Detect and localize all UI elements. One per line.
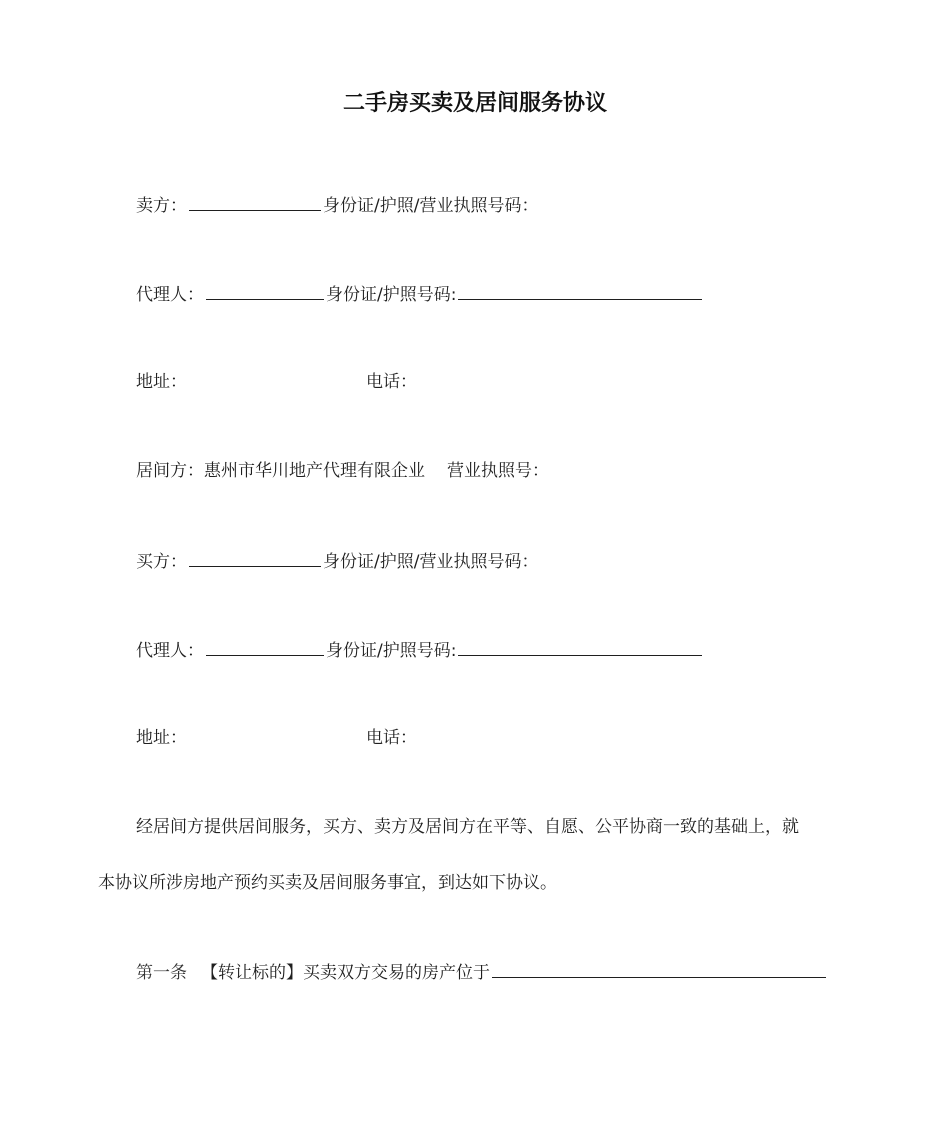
document-title: 二手房买卖及居间服务协议	[342, 91, 607, 116]
buyer-address-label: 地址：	[136, 728, 187, 748]
article-1-text: 【转让标的】买卖双方交易的房产位于	[201, 963, 490, 983]
seller-contact-line	[136, 371, 736, 393]
seller-agent-line	[136, 282, 704, 306]
intermediary-line	[136, 460, 549, 482]
seller-agent-name-blank[interactable]	[206, 282, 324, 300]
seller-agent-label: 代理人：	[136, 285, 204, 305]
intro-paragraph-line1: 经居间方提供居间服务，买方、卖方及居间方在平等、自愿、公平协商一致的基础上，就	[136, 817, 799, 837]
buyer-agent-label: 代理人：	[136, 641, 204, 661]
seller-address-label: 地址：	[136, 372, 187, 392]
buyer-label: 买方：	[136, 552, 187, 572]
article-1	[136, 960, 828, 984]
seller-phone-label: 电话：	[366, 372, 417, 392]
buyer-phone-label: 电话：	[366, 728, 417, 748]
property-location-blank[interactable]	[492, 960, 826, 978]
buyer-id-label: 身份证/护照/营业执照号码：	[323, 552, 539, 572]
intermediary-license-label: 营业执照号：	[447, 461, 549, 481]
seller-agent-id-blank[interactable]	[458, 282, 702, 300]
buyer-line	[136, 549, 538, 573]
seller-label: 卖方：	[136, 196, 187, 216]
article-1-label: 第一条	[136, 963, 187, 983]
intro-paragraph-line2: 本协议所涉房地产预约买卖及居间服务事宜，到达如下协议。	[98, 873, 557, 893]
intermediary-name: 惠州市华川地产代理有限企业	[204, 461, 425, 481]
intermediary-label: 居间方：	[136, 461, 204, 481]
buyer-contact-line	[136, 727, 736, 749]
buyer-agent-name-blank[interactable]	[206, 638, 324, 656]
seller-name-blank[interactable]	[189, 193, 321, 211]
buyer-agent-id-label: 身份证/护照号码:	[326, 641, 457, 661]
seller-agent-id-label: 身份证/护照号码:	[326, 285, 457, 305]
seller-line	[136, 193, 538, 217]
seller-id-label: 身份证/护照/营业执照号码：	[323, 196, 539, 216]
buyer-agent-id-blank[interactable]	[458, 638, 702, 656]
buyer-name-blank[interactable]	[189, 549, 321, 567]
buyer-agent-line	[136, 638, 704, 662]
